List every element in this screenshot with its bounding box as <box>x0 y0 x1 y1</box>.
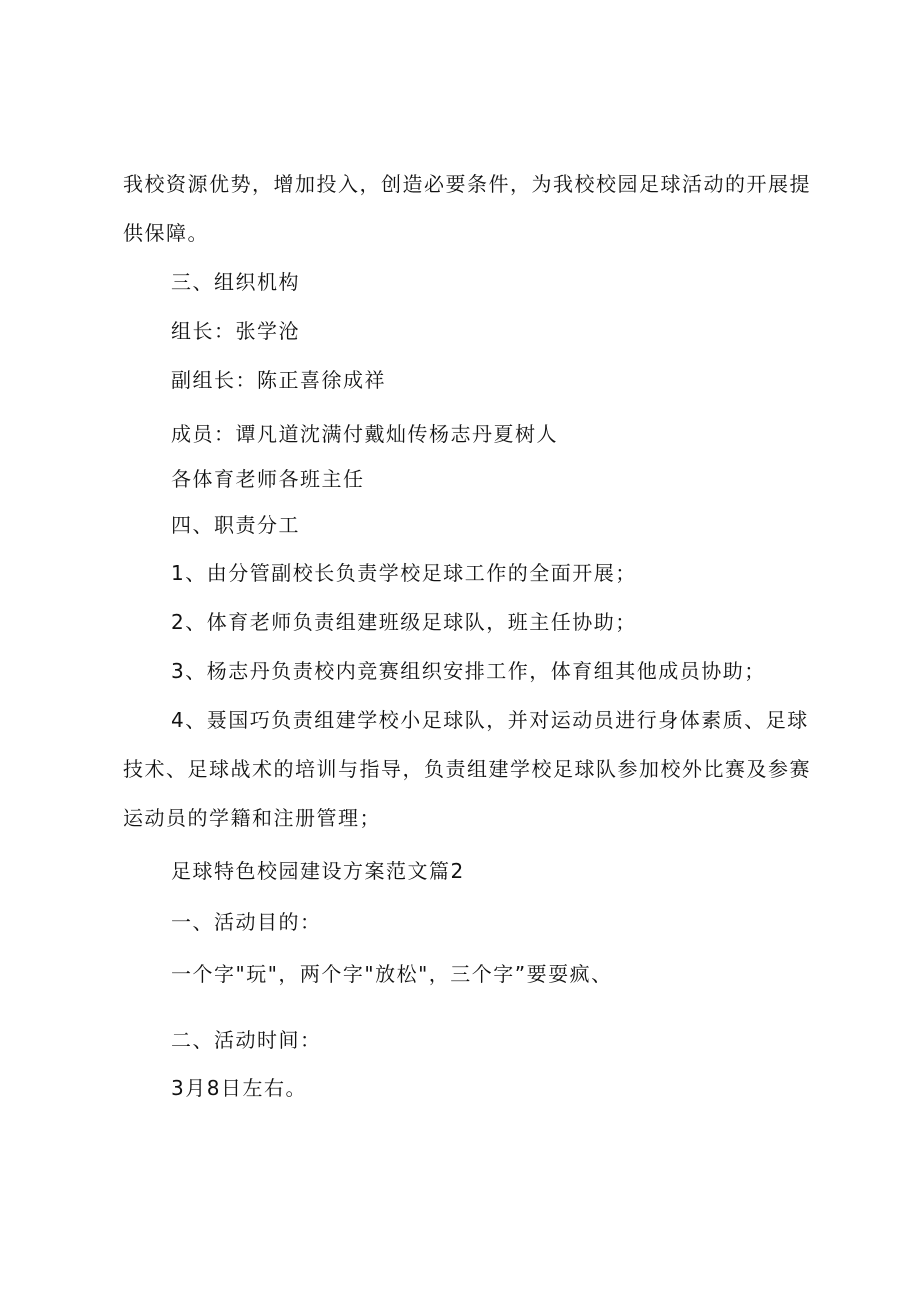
body-text-line: 2、体育老师负责组建班级足球队，班主任协助； <box>171 610 637 634</box>
body-text-line: 组长：张学沧 <box>171 319 300 343</box>
article-title: 足球特色校园建设方案范文篇2 <box>171 859 465 883</box>
body-text-line: 3月8日左右。 <box>171 1076 307 1100</box>
body-text-line: 技术、足球战术的培训与指导，负责组建学校足球队参加校外比赛及参赛 <box>123 757 811 781</box>
section-heading: 二、活动时间： <box>171 1028 322 1052</box>
body-text-line: 我校资源优势，增加投入，创造必要条件，为我校校园足球活动的开展提 <box>123 172 811 196</box>
body-text-line: 各体育老师各班主任 <box>171 467 365 491</box>
body-text-line: 运动员的学籍和注册管理； <box>123 806 381 830</box>
body-text-line: 供保障。 <box>123 221 209 245</box>
body-text-line: 4、聂国巧负责组建学校小足球队，并对运动员进行身体素质、足球 <box>171 708 809 732</box>
body-text-line: 1、由分管副校长负责学校足球工作的全面开展； <box>171 561 637 585</box>
body-text-line: 副组长：陈正喜徐成祥 <box>171 368 386 392</box>
section-heading: 三、组织机构 <box>171 270 300 294</box>
body-text-line: 一个字"玩"，两个字"放松"，三个字”要耍疯、 <box>171 962 613 986</box>
body-text-line: 成员：谭凡道沈满付戴灿传杨志丹夏树人 <box>171 422 558 446</box>
section-heading: 四、职责分工 <box>171 513 300 537</box>
body-text-line: 3、杨志丹负责校内竞赛组织安排工作，体育组其他成员协助； <box>171 659 766 683</box>
section-heading: 一、活动目的： <box>171 910 322 934</box>
